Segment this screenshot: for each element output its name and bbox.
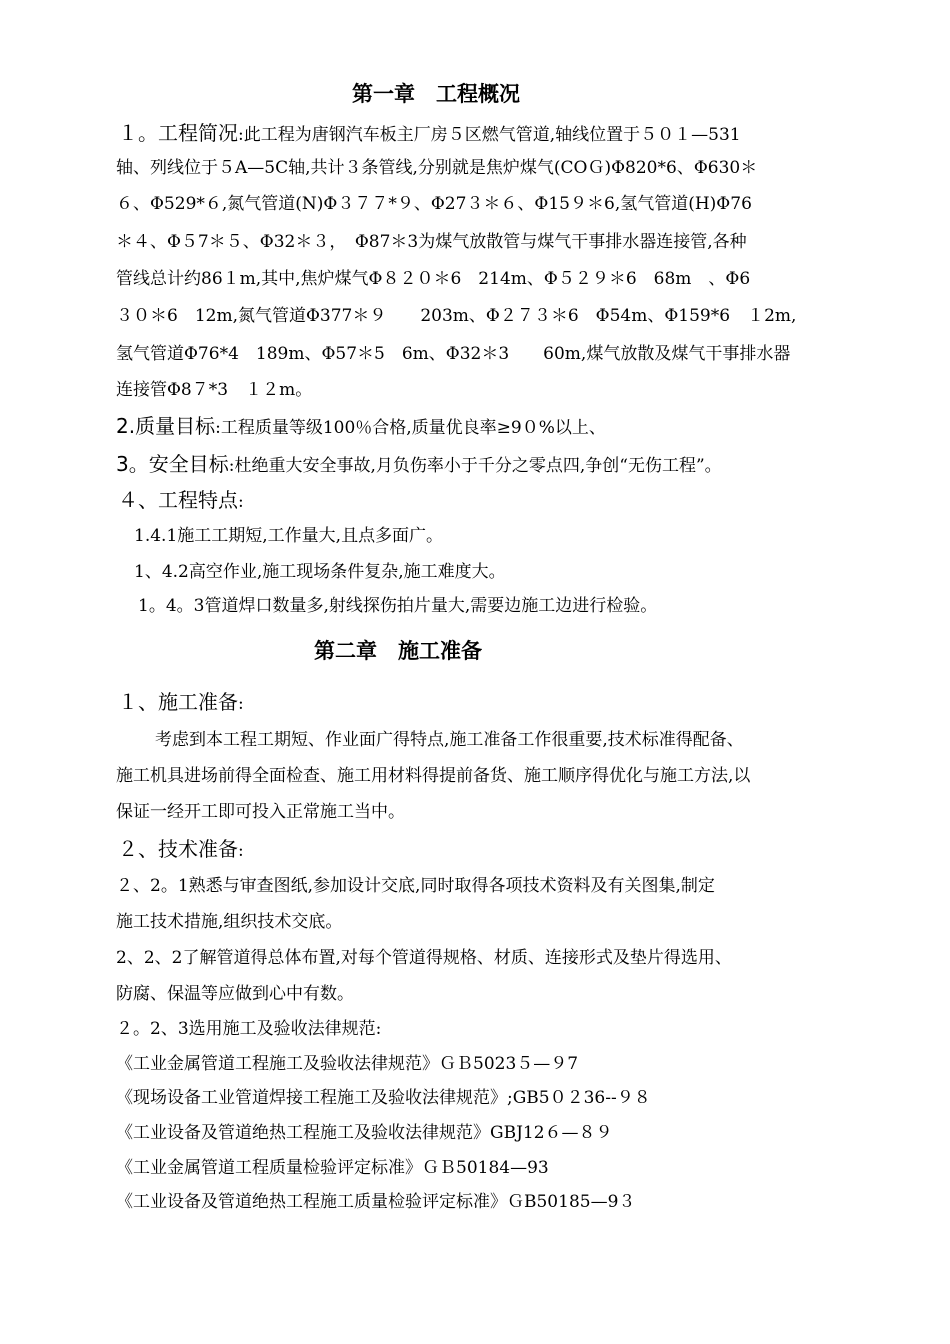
section-2-text: :工程质量等级100％合格,质量优良率≥9０%以上、: [215, 418, 606, 438]
feature-item-3: 1。4。3管道焊口数量多,射线探伤拍片量大,需要边施工边进行检验。: [138, 596, 658, 616]
prep-line-1: 考虑到本工程工期短、作业面广得特点,施工准备工作很重要,技术标准得配备、: [155, 730, 744, 750]
tech-line-2: 施工技术措施,组织技术交底。: [116, 912, 343, 932]
section-1-line-6: ３０＊6 12m,氮气管道Φ377＊９ 203m、Φ２７３＊6 Φ54m、Φ159*6 １2m,: [116, 306, 797, 326]
standard-item-4: 《工业金属管道工程质量检验评定标准》ＧＢ50184—93: [116, 1158, 549, 1178]
prep-line-2: 施工机具进场前得全面检查、施工用材料得提前备货、施工顺序得优化与施工方法,以: [116, 766, 751, 786]
section-1-line-3: ６、Φ529*６,氮气管道(N)Φ３７７*９、Φ27３＊６、Φ15９＊6,氢气管道(H)Φ76: [116, 194, 752, 214]
section-1-line-2: 轴、列线位于５A—5C轴,共计３条管线,分别就是焦炉煤气(COＧ)Φ820*6、Φ630＊: [116, 158, 758, 178]
section-1-label: １。工程简况: [118, 121, 238, 145]
tech-label: ２、技术准备: [118, 837, 238, 861]
section-1-line-1: [118, 123, 741, 144]
section-3-label: 3。安全目标: [116, 452, 229, 476]
standard-item-3: 《工业设备及管道绝热工程施工及验收法律规范》GBJ12６—８９: [116, 1123, 613, 1143]
tech-line-3: 2、2、2了解管道得总体布置,对每个管道得规格、材质、连接形式及垫片得选用、: [116, 948, 732, 968]
chapter-1-title: 第一章 工程概况: [352, 82, 520, 106]
section-3-text: :杜绝重大安全事故,月负伤率小于千分之零点四,争创“无伤工程”。: [228, 456, 722, 476]
prep-label: １、施工准备: [118, 690, 238, 714]
section-3-line: [116, 454, 722, 475]
section-1-line-7: 氢气管道Φ76*4 189m、Φ57＊5 6m、Φ32＊3 60m,煤气放散及煤气干事排水器: [116, 344, 791, 364]
section-4-colon: :: [238, 492, 244, 512]
tech-heading: [118, 839, 244, 860]
section-1-line-8: 连接管Φ8７*3 １２m。: [116, 380, 313, 400]
section-1-text: :此工程为唐钢汽车板主厂房５区燃气管道,轴线位置于５０１—531: [238, 125, 741, 145]
section-1-line-5: 管线总计约86１m,其中,焦炉煤气Φ８２０＊6 214m、Φ５２９＊6 68m 、Φ6: [116, 269, 751, 289]
feature-item-1: 1.4.1施工工期短,工作量大,且点多面广。: [134, 526, 444, 546]
standard-item-1: 《工业金属管道工程施工及验收法律规范》ＧＢ5023５—９7: [116, 1054, 579, 1074]
section-4-heading: [118, 490, 244, 511]
standard-item-5: 《工业设备及管道绝热工程施工质量检验评定标准》ＧB50185—9３: [116, 1192, 636, 1212]
tech-line-5: ２。2、3选用施工及验收法律规范:: [116, 1019, 382, 1039]
section-4-label: ４、工程特点: [118, 488, 238, 512]
prep-colon: :: [238, 694, 244, 714]
prep-line-3: 保证一经开工即可投入正常施工当中。: [116, 802, 405, 822]
section-2-line: [116, 416, 606, 437]
chapter-2-title: 第二章 施工准备: [314, 639, 482, 663]
tech-line-4: 防腐、保温等应做到心中有数。: [116, 984, 354, 1004]
section-1-line-4: ＊４、Φ５7＊５、Φ32＊３， Φ87＊3为煤气放散管与煤气干事排水器连接管,各种: [116, 232, 747, 252]
feature-item-2: 1、4.2高空作业,施工现场条件复杂,施工难度大。: [134, 562, 506, 582]
standard-item-2: 《现场设备工业管道焊接工程施工及验收法律规范》;GB5０２36--９８: [116, 1088, 651, 1108]
tech-line-1: ２、2。1熟悉与审查图纸,参加设计交底,同时取得各项技术资料及有关图集,制定: [116, 876, 715, 896]
section-2-label: 2.质量目标: [116, 414, 216, 438]
prep-heading: [118, 692, 244, 713]
tech-colon: :: [238, 841, 244, 861]
